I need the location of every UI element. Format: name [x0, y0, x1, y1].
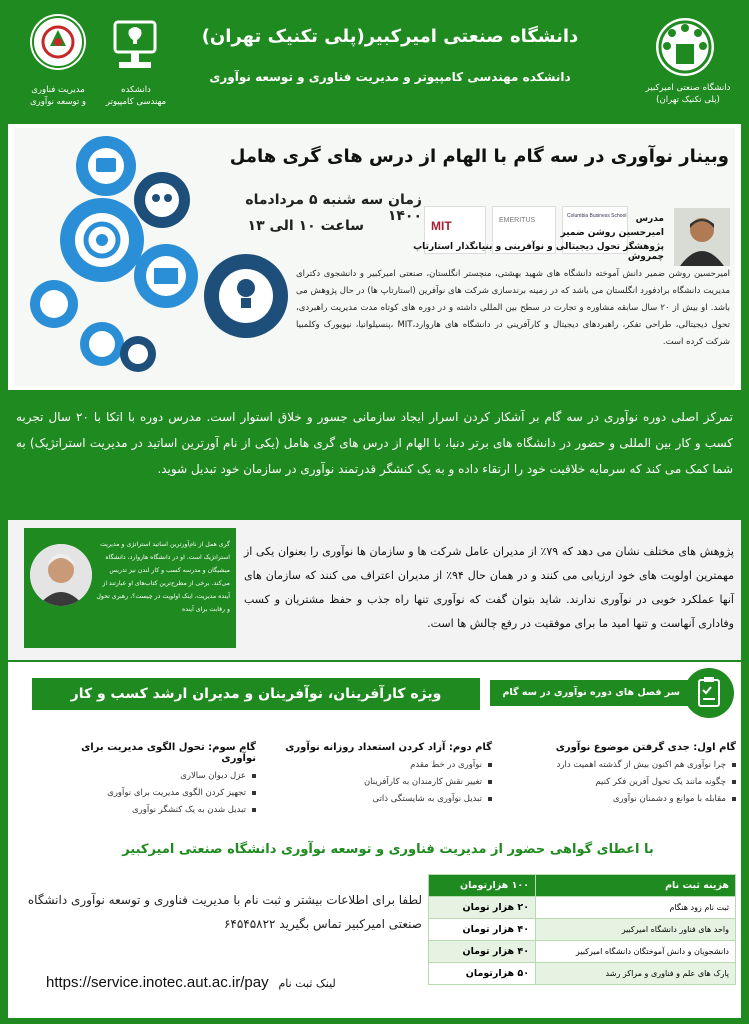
- webinar-inner: [14, 128, 735, 386]
- step-3-item-2: [44, 788, 256, 798]
- research-panel: [8, 520, 741, 660]
- step-3: [44, 742, 256, 815]
- step-item-text: تغییر نقش کارمندان به کارآفرینان: [363, 777, 482, 787]
- step-1-item-2: [496, 777, 736, 787]
- hamel-note: گری همل از نام‌آورترین اساتید استراتژی و مدیریت استراتژیک است. او در دانشگاه هاروارد، دانشگاه میشیگان و مدرسه کسب و کار لندن نیز تدریس می‌کند. برخی از مطرح‌ترین کتاب‌های او عبارتند از آینده مدیریت، اینک اولویت در چیست؟، رهبری تحول و رقابت برای آینده: [96, 541, 230, 613]
- fee-header-value: ۱۰۰ هزارتومان: [429, 875, 536, 897]
- fee-value: ۴۰ هزار تومان: [429, 919, 536, 941]
- webinar-date: زمان سه شنبه ۵ مردادماه ۱۴۰۰: [245, 192, 422, 224]
- contact-text: لطفا برای اطلاعات بیشتر و ثبت نام با مدیریت فناوری و توسعه نوآوری دانشگاه صنعتی امیرکبیر تماس بگیرید ۶۴۵۴۵۸۲۲: [27, 893, 422, 931]
- fee-value: ۵۰ هزارتومان: [429, 963, 536, 985]
- step-item-text: تجهیز کردن الگوی مدیریت برای نوآوری: [107, 788, 246, 798]
- university-title: دانشگاه صنعتی امیرکبیر(پلی تکنیک تهران): [201, 26, 579, 47]
- columbia-cert-label: Columbia Business School: [567, 213, 627, 219]
- syllabus-icon: [684, 668, 734, 718]
- step-item-text: چرا نوآوری هم اکنون بیش از گذشته اهمیت دارد: [556, 760, 726, 770]
- step-item-text: مقابله با موانع و دشمنان نوآوری: [612, 794, 726, 804]
- fee-row: [429, 919, 736, 941]
- step-item-text: تبدیل شدن به یک کنشگر نوآوری: [132, 805, 246, 815]
- innotech-logo-caption: مدیریت فناوری و توسعه نوآوری: [29, 85, 87, 107]
- step-2-item-1: [264, 760, 492, 770]
- hamel-card: [24, 528, 236, 648]
- fee-row: [429, 941, 736, 963]
- step-2-title: گام دوم: آزاد کردن استعداد روزانه نوآوری: [285, 742, 492, 753]
- step-item-text: عزل دیوان سالاری: [180, 771, 246, 781]
- step-2-item-3: [264, 794, 492, 804]
- instructor-bio: امیرحسین روشن ضمیر دانش آموخته دانشگاه های شهید بهشتی، منچستر انگلستان، صنعتی امیرکبیر و دانشجوی دکترای مدیریت دانشگاه برادفورد انگلستان می باشد که در زمینه برندسازی شرکت های نوآفرین (استارتاپ ها) در حال پژوهش می باشد. او بیش از ۲۰ سال سابقه مشاوره و تجارت در سطح بین المللی داشته و در دوره های کوتاه مدت مدیریت راهبردی، تحول دیجیتالی، طراحی تفکر، راهبردهای دیجیتال و کارآفرینی در دانشگاه های هاروارد،MIT ،پنسیلوانیا، نیویورک وکلمبیا شرکت کرده است.: [296, 269, 731, 347]
- emeritus-cert-label: EMERITUS: [499, 217, 536, 224]
- instructor-photo: [674, 208, 730, 266]
- course-description: تمرکز اصلی دوره نوآوری در سه گام بر آشکار کردن اسرار ایجاد سازمانی جسور و خلاق استوار است. مدرس دوره با اتکا با ۲۰ سال تجربه کسب و کار بین المللی و حضور در دانشگاه های برتر دنیا، با الهام از درس های گری هامل (یکی از نام آورترین اساتید در مدیریت استراتژیک) به شما کمک می کند که سرمایه خلاقیت خود را ارتقاء داده و به یک کنشگر قدرتمند نوآوری در سازمان خود تبدیل شوید.: [16, 410, 733, 476]
- aut-logo-caption: دانشگاه صنعتی امیرکبیر (پلی تکنیک تهران): [645, 83, 731, 105]
- certificate-note: با اعطای گواهی حضور از مدیریت فناوری و توسعه نوآوری دانشگاه صنعتی امیرکبیر: [122, 842, 654, 857]
- mit-cert-label: MIT: [431, 219, 452, 233]
- fee-row: [429, 963, 736, 985]
- step-3-item-3: [44, 805, 256, 815]
- fee-label: دانشجویان و دانش آموختگان دانشگاه امیرکبیر: [536, 941, 736, 963]
- step-3-title: گام سوم: تحول الگوی مدیریت برای نوآوری: [81, 742, 256, 764]
- registration-line: [46, 974, 424, 991]
- fee-header-label: هزینه ثبت نام: [536, 875, 736, 897]
- audience-banner: ویژه کارآفرینان، نوآفرینان و مدیران ارشد کسب و کار: [32, 678, 480, 710]
- fee-label: واحد های فناور دانشگاه امیرکبیر: [536, 919, 736, 941]
- step-item-text: چگونه مانند یک تحول آفرین فکر کنیم: [595, 777, 726, 787]
- fee-value: ۴۰ هزار تومان: [429, 941, 536, 963]
- step-1: [496, 742, 736, 804]
- fee-row: [429, 897, 736, 919]
- fee-label: ثبت نام زود هنگام: [536, 897, 736, 919]
- webinar-title: وبینار نوآوری در سه گام با الهام از درس های گری هامل: [229, 146, 729, 167]
- step-1-item-3: [496, 794, 736, 804]
- step-1-item-1: [496, 760, 736, 770]
- step-2: [264, 742, 492, 804]
- step-1-title: گام اول: جدی گرفتن موضوع نوآوری: [555, 742, 736, 753]
- webinar-time: ساعت ۱۰ الی ۱۳: [247, 218, 364, 234]
- step-item-text: تبدیل نوآوری به شایستگی ذاتی: [372, 794, 482, 804]
- faculty-title: دانشکده مهندسی کامپیوتر و مدیریت فناوری و توسعه نوآوری: [209, 70, 571, 84]
- computer-engineering-logo: [107, 16, 163, 76]
- fee-table: [428, 874, 736, 985]
- instructor-role: پژوهشگر تحول دیجیتالی و نوآفرینی و بنیانگذار استارتاپ چمروش: [413, 242, 664, 262]
- aut-logo: [656, 18, 714, 76]
- instructor-label: مدرس: [635, 214, 664, 224]
- computer-engineering-caption: دانشکده مهندسی کامپیوتر: [105, 85, 167, 107]
- step-3-item-1: [44, 771, 256, 781]
- fee-value: ۲۰ هزار تومان: [429, 897, 536, 919]
- program-panel: [8, 662, 741, 1018]
- step-item-text: نوآوری در خط مقدم: [410, 760, 482, 770]
- innotech-logo: [30, 14, 86, 70]
- syllabus-banner: سر فصل های دوره نوآوری در سه گام: [490, 680, 690, 706]
- step-2-item-2: [264, 777, 492, 787]
- fee-header-row: [429, 875, 736, 897]
- header: [0, 0, 749, 122]
- research-text: پژوهش های مختلف نشان می دهد که ۷۹٪ از مدیران عامل شرکت ها و سازمان ها نوآوری را بعنوان یکی از مهمترین اولویت های خود ارزیابی می کنند و در همان حال ۹۴٪ از مدیران اعتراف می کنند که سازمان های آنها عملکرد خوبی در نوآوری ندارند. شاید بتوان گفت که نوآوری تنها راه جذب و حفظ مشتریان و کسب وفاداری آنهاست و تنها امید ما برای موفقیت در رفع چالش ها است.: [244, 545, 734, 630]
- hamel-photo: [30, 544, 92, 606]
- webinar-panel: [8, 124, 741, 390]
- fee-label: پارک های علم و فناوری و مراکز رشد: [536, 963, 736, 985]
- instructor-name: امیرحسین روشن ضمیر: [560, 228, 664, 238]
- registration-label: لینک ثبت نام: [278, 977, 336, 990]
- registration-url[interactable]: https://service.inotec.aut.ac.ir/pay: [46, 974, 269, 991]
